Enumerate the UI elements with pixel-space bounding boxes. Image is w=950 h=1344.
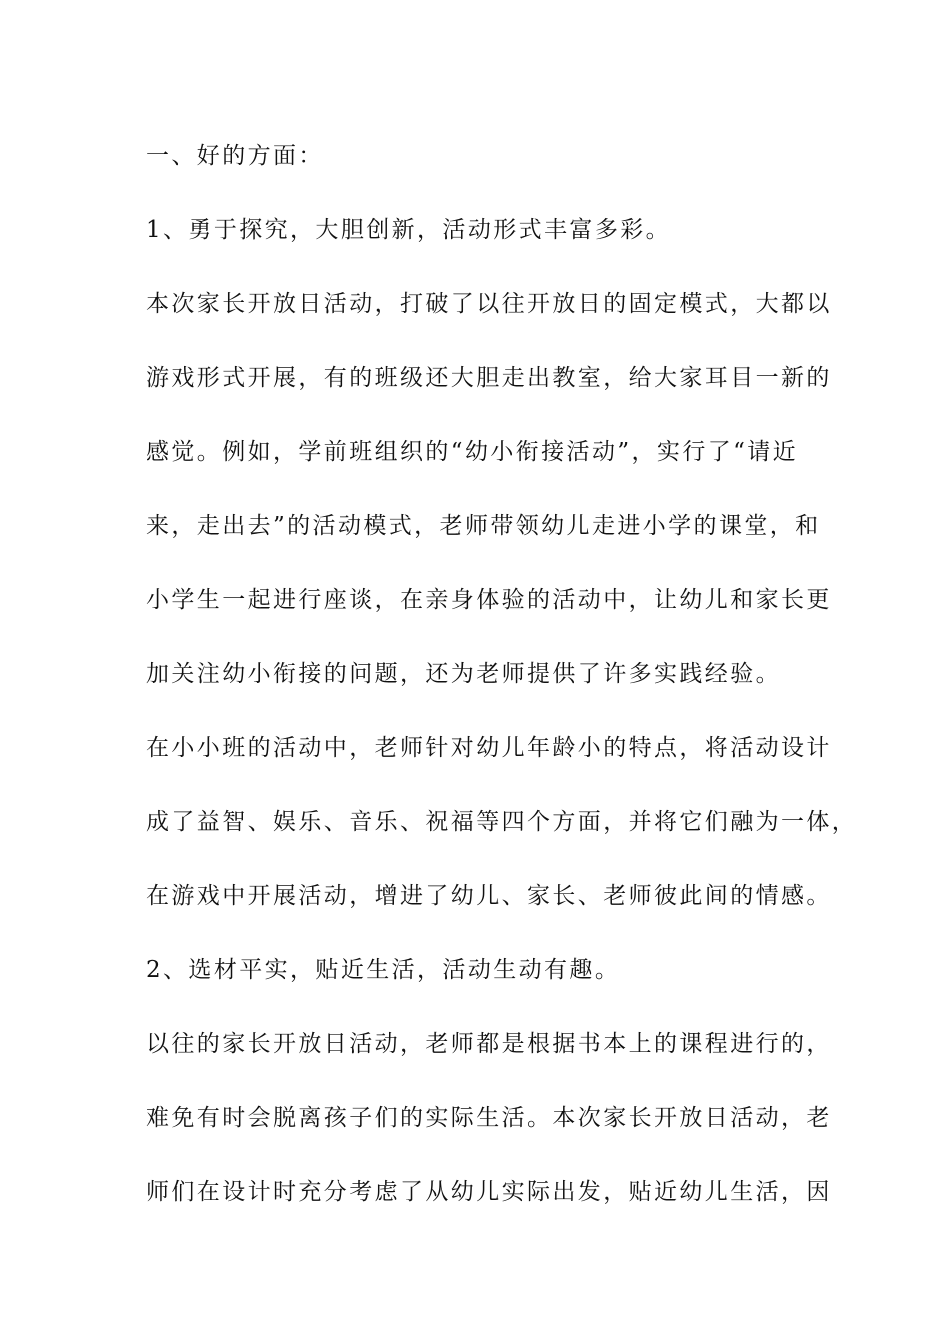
paragraph-line: 成了益智、娱乐、音乐、祝福等四个方面，并将它们融为一体， [146,809,858,835]
paragraph-line: 感觉。例如，学前班组织的“幼小衔接活动”，实行了“请近 [146,439,799,465]
paragraph-line: 在小小班的活动中，老师针对幼儿年龄小的特点，将活动设计 [146,735,832,761]
paragraph-line: 小学生一起进行座谈，在亲身体验的活动中，让幼儿和家长更 [146,587,832,613]
paragraph-line: 难免有时会脱离孩子们的实际生活。本次家长开放日活动，老 [146,1105,832,1131]
paragraph-line: 游戏形式开展，有的班级还大胆走出教室，给大家耳目一新的 [146,365,832,391]
paragraph-line: 本次家长开放日活动，打破了以往开放日的固定模式，大都以 [146,291,832,317]
subheading-2: 2、选材平实，贴近生活，活动生动有趣。 [146,957,621,983]
section-heading: 一、好的方面： [146,143,324,169]
paragraph-line: 加关注幼小衔接的问题，还为老师提供了许多实践经验。 [146,661,781,687]
subheading-1: 1、勇于探究，大胆创新，活动形式丰富多彩。 [146,217,672,243]
paragraph-line: 以往的家长开放日活动，老师都是根据书本上的课程进行的， [146,1031,832,1057]
paragraph-line: 来，走出去”的活动模式，老师带领幼儿走进小学的课堂，和 [146,513,821,539]
paragraph-line: 在游戏中开展活动，增进了幼儿、家长、老师彼此间的情感。 [146,883,832,909]
paragraph-line: 师们在设计时充分考虑了从幼儿实际出发，贴近幼儿生活，因 [146,1179,832,1205]
